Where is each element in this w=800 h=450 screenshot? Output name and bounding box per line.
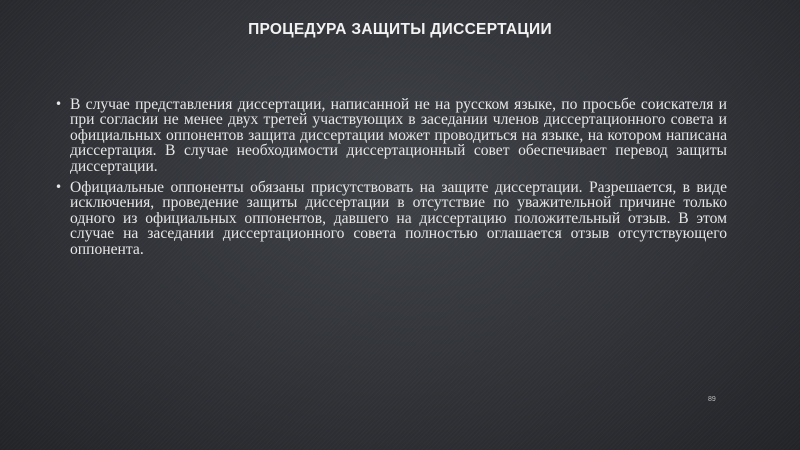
bullet-text-1: В случае представления диссертации, написанной не на русском языке, по просьбе соискателя и при согласии не менее двух третей участвующих в заседании членов диссертационного совета и официальных оппонентов защита диссертации может проводиться на языке, на котором написана диссертация. В случае необходимости диссертационный совет обеспечивает перевод защиты диссертации. bbox=[70, 96, 727, 175]
bullet-item-1 bbox=[55, 96, 727, 175]
slide-title: ПРОЦЕДУРА ЗАЩИТЫ ДИССЕРТАЦИИ bbox=[248, 21, 552, 38]
bullet-text-2: Официальные оппоненты обязаны присутствовать на защите диссертации. Разрешается, в виде исключения, проведение защиты диссертации в отсутствие по уважительной причине только одного из официальных оппонентов, давшего на диссертацию положительный отзыв. В этом случае на заседании диссертационного совета полностью оглашается отзыв отсутствующего оппонента. bbox=[70, 179, 727, 258]
bullet-list bbox=[55, 96, 727, 263]
bullet-marker-icon: • bbox=[55, 97, 63, 111]
bullet-item-2 bbox=[55, 179, 727, 258]
page-number: 89 bbox=[708, 396, 716, 403]
bullet-marker-icon: • bbox=[55, 180, 63, 195]
